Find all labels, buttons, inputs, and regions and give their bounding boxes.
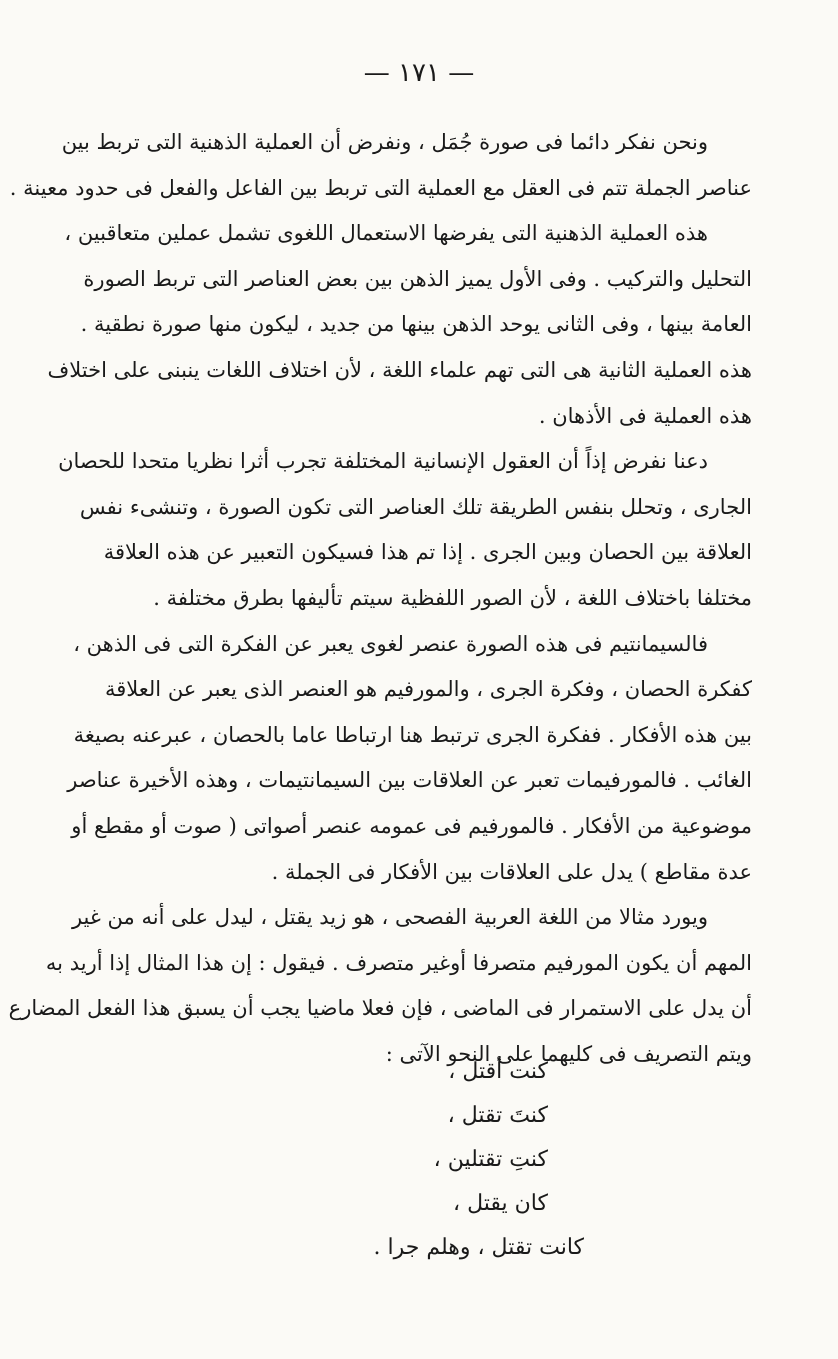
paragraph-3	[58, 439, 752, 621]
text-line: كفكرة الحصان ، وفكرة الجرى ، والمورفيم هو العنصر الذى يعبر عن العلاقة	[104, 677, 752, 702]
text-line: أن يدل على الاستمرار فى الماضى ، فإن فعلا ماضيا يجب أن يسبق هذا الفعل المضارع	[8, 996, 752, 1021]
text-line: هذه العملية فى الأذهان .	[538, 403, 752, 428]
text-line: العلاقة بين الحصان وبين الجرى . إذا تم هذا فسيكون التعبير عن هذه العلاقة	[103, 540, 752, 565]
text-line: عناصر الجملة تتم فى العقل مع العملية التى تربط بين الفاعل والفعل فى حدود معينة .	[9, 175, 752, 200]
text-line: موضوعية من الأفكار . فالمورفيم فى عمومه عنصر أصواتى ( صوت أو مقطع أو	[71, 813, 752, 838]
paragraph-2	[47, 211, 752, 439]
text-line: المهم أن يكون المورفيم متصرفا أوغير متصرف . فيقول : إن هذا المثال إذا أريد به	[45, 950, 752, 975]
conjugation-item: كان يقتل ،	[453, 1191, 548, 1216]
text-line: التحليل والتركيب . وفى الأول يميز الذهن بين بعض العناصر التى تربط الصورة	[83, 266, 752, 291]
page-number: — ١٧١ —	[363, 58, 475, 88]
text-line: ويتم التصريف فى كليهما على النحو الآتى :	[385, 1041, 752, 1066]
conjugation-item: كنتَ تقتل ،	[447, 1103, 548, 1128]
paragraph-1	[9, 120, 752, 211]
paragraph-4	[67, 622, 752, 896]
text-line: بين هذه الأفكار . ففكرة الجرى ترتبط هنا ارتباطا عاما بالحصان ، عبرعنه بصيغة	[73, 722, 752, 747]
text-line: مختلفا باختلاف اللغة ، لأن الصور اللفظية سيتم تأليفها بطرق مختلفة .	[153, 585, 752, 610]
conjugation-item: كنت أقتل ،	[448, 1059, 548, 1084]
conjugation-item: كنتِ تقتلين ،	[433, 1147, 548, 1172]
body-text	[8, 120, 752, 1077]
text-line: فالسيمانتيم فى هذه الصورة عنصر لغوى يعبر عن الفكرة التى فى الذهن ،	[73, 631, 708, 656]
text-line: ونحن نفكر دائما فى صورة جُمَل ، ونفرض أن العملية الذهنية التى تربط بين	[61, 130, 708, 154]
text-line: هذه العملية الثانية هى التى تهم علماء اللغة ، لأن اختلاف اللغات ينبنى على اختلاف	[47, 357, 752, 382]
text-line: دعنا نفرض إذاً أن العقول الإنسانية المختلفة تجرب أثرا نظريا متحدا للحصان	[58, 449, 708, 474]
conjugation-item: كانت تقتل ، وهلم جرا .	[373, 1235, 584, 1260]
conjugation-list	[288, 1050, 584, 1270]
text-line: هذه العملية الذهنية التى يفرضها الاستعمال اللغوى تشمل عملين متعاقبين ،	[64, 221, 708, 246]
text-line: الجارى ، وتحلل بنفس الطريقة تلك العناصر التى تكون الصورة ، وتنشىء نفس	[79, 494, 752, 519]
text-line: العامة بينها ، وفى الثانى يوحد الذهن بينها من جديد ، ليكون منها صورة نطقية .	[80, 312, 752, 337]
text-line: ويورد مثالا من اللغة العربية الفصحى ، هو زيد يقتل ، ليدل على أنه من غير	[71, 905, 708, 930]
text-line: الغائب . فالمورفيمات تعبر عن العلاقات بين السيمانتيمات ، وهذه الأخيرة عناصر	[67, 768, 752, 793]
text-line: عدة مقاطع ) يدل على العلاقات بين الأفكار فى الجملة .	[271, 859, 752, 884]
